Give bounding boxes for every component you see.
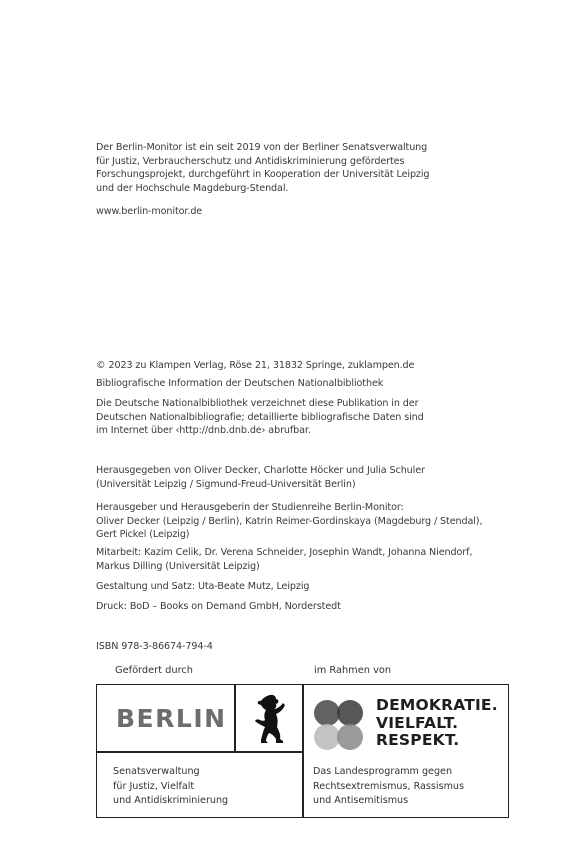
contributors-line: Markus Dilling (Universität Leipzig) — [96, 560, 260, 572]
intro-line: Der Berlin-Monitor ist ein seit 2019 von der Berliner Senatsverwaltung — [96, 142, 428, 153]
landes-line: und Antisemitismus — [313, 795, 409, 806]
funding-logo-box — [96, 684, 509, 818]
funded-by-label: Gefördert durch — [115, 665, 193, 676]
print-credit: Druck: BoD – Books on Demand GmbH, Norderstedt — [96, 601, 341, 612]
copyright-line: © 2023 zu Klampen Verlag, Röse 21, 31832 Springe, zuklampen.de — [96, 360, 415, 371]
demokratie-line: VIELFALT. — [376, 713, 459, 732]
series-editors-line: Gert Pickel (Leipzig) — [96, 529, 190, 540]
bib-line: im Internet über ‹http://dnb.dnb.de› abrufbar. — [96, 425, 311, 436]
demokratie-circles-icon — [312, 699, 368, 753]
framework-label: im Rahmen von — [314, 665, 392, 676]
demokratie-line: DEMOKRATIE. — [376, 696, 498, 714]
senat-line: und Antidiskriminierung — [113, 795, 229, 806]
isbn: ISBN 978-3-86674-794-4 — [96, 641, 213, 652]
divider — [302, 685, 304, 817]
editors-credit — [96, 464, 536, 491]
intro-paragraph — [96, 141, 536, 195]
series-editors-credit — [96, 501, 536, 542]
bib-line: Deutschen Nationalbibliografie; detaillierte bibliografische Daten sind — [96, 411, 424, 423]
editors-line: Herausgegeben von Oliver Decker, Charlotte Höcker und Julia Schuler — [96, 465, 425, 476]
editors-line: (Universität Leipzig / Sigmund-Freud-Universität Berlin) — [96, 478, 356, 490]
intro-line: und der Hochschule Magdeburg-Stendal. — [96, 182, 289, 194]
series-editors-line: Herausgeber und Herausgeberin der Studienreihe Berlin-Monitor: — [96, 502, 404, 513]
berlin-bear-icon — [250, 693, 286, 745]
demokratie-line: RESPEKT. — [376, 731, 460, 749]
divider — [234, 685, 236, 751]
intro-line: für Justiz, Verbraucherschutz und Antidiskriminierung gefördertes — [96, 155, 405, 167]
landesprogramm-text — [313, 765, 464, 809]
berlin-logo-text: BERLIN — [116, 704, 227, 733]
bib-text — [96, 397, 536, 438]
senat-line: für Justiz, Vielfalt — [113, 780, 195, 792]
contributors-line: Mitarbeit: Kazim Celik, Dr. Verena Schneider, Josephin Wandt, Johanna Niendorf, — [96, 547, 473, 558]
senat-text — [113, 765, 228, 809]
design-credit: Gestaltung und Satz: Uta-Beate Mutz, Leipzig — [96, 581, 310, 592]
demokratie-logo-text — [376, 697, 498, 750]
landes-line: Das Landesprogramm gegen — [313, 766, 453, 777]
contributors-credit — [96, 546, 536, 573]
landes-line: Rechtsextremismus, Rassismus — [313, 780, 465, 792]
bib-heading: Bibliografische Information der Deutschen Nationalbibliothek — [96, 378, 384, 389]
divider — [97, 751, 302, 753]
intro-line: Forschungsprojekt, durchgeführt in Kooperation der Universität Leipzig — [96, 169, 430, 180]
senat-line: Senatsverwaltung — [113, 766, 200, 777]
website-link[interactable]: www.berlin-monitor.de — [96, 206, 203, 217]
series-editors-line: Oliver Decker (Leipzig / Berlin), Katrin Reimer-Gordinskaya (Magdeburg / Stendal), — [96, 515, 483, 527]
bib-line: Die Deutsche Nationalbibliothek verzeichnet diese Publikation in der — [96, 398, 419, 409]
